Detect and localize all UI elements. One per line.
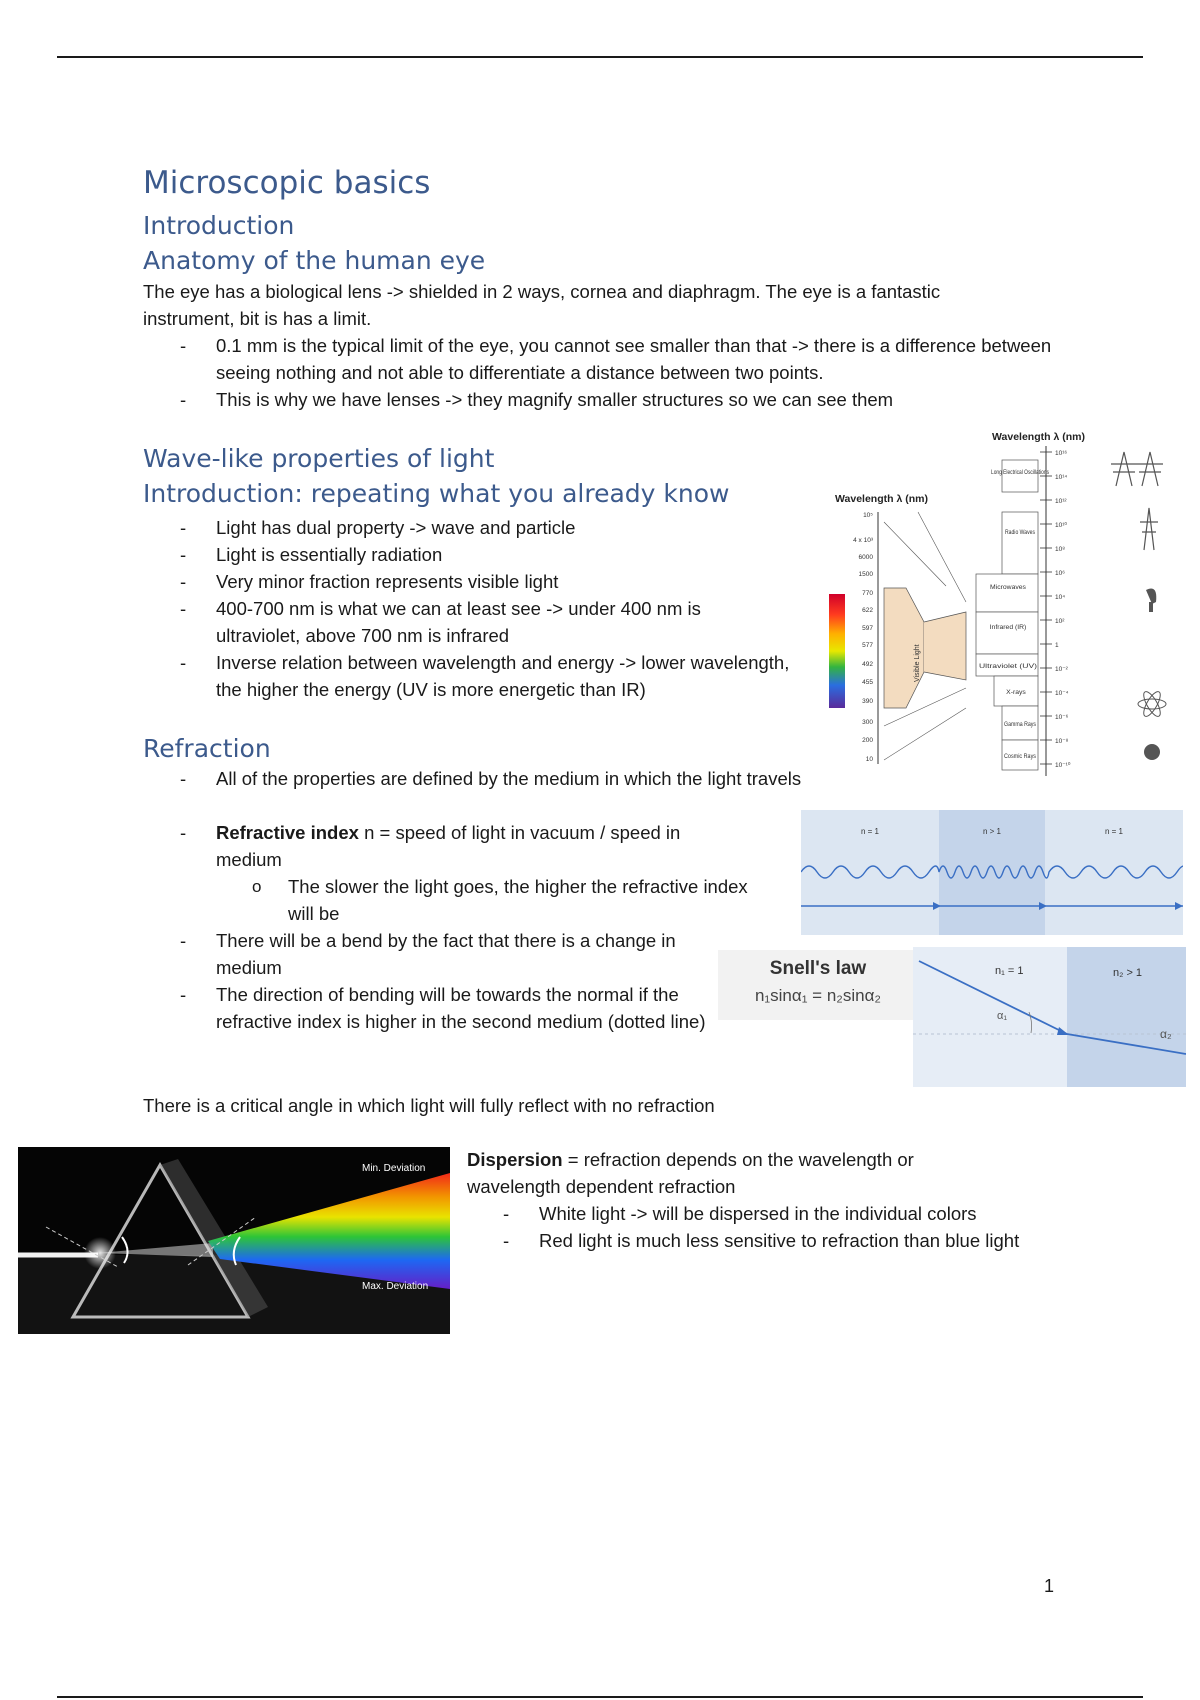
alpha1-label: α₁ (997, 1010, 1008, 1022)
region-label: X-rays (1006, 689, 1026, 696)
page-title: Microscopic basics (143, 165, 431, 201)
list-item: - Very minor fraction represents visible light (180, 571, 559, 592)
right-tick-label: 10⁶ (1055, 570, 1065, 577)
left-tick-label: 6000 (858, 554, 873, 561)
list-item: o The slower the light goes, the higher the refractive index will be (252, 876, 748, 924)
visible-color-bar (829, 594, 845, 708)
alpha2-label: α₂ (1160, 1027, 1172, 1041)
page-number: 1 (1044, 1576, 1055, 1596)
prism-min-label: Min. Deviation (362, 1163, 426, 1174)
right-tick-label: 1 (1055, 642, 1059, 649)
list-item: - Red light is much less sensitive to refraction than blue light (503, 1230, 1020, 1251)
right-tick-label: 10¹⁰ (1055, 522, 1068, 529)
list-item: - Refractive index n = speed of light in vacuum / speed in medium (180, 822, 681, 870)
list-item: - Light is essentially radiation (180, 544, 443, 565)
medium-label: n = 1 (860, 827, 880, 836)
left-tick-label: 4 x 10³ (853, 537, 873, 544)
region-label: Infrared (IR) (989, 624, 1027, 631)
heading-anatomy: Anatomy of the human eye (143, 246, 486, 275)
left-tick-label: 10⁵ (863, 512, 873, 519)
left-tick-label: 455 (862, 679, 873, 686)
n1-label: n₁ = 1 (995, 965, 1024, 977)
visible-light-label: Visible Light (914, 644, 921, 682)
right-tick-label: 10¹⁶ (1055, 450, 1068, 457)
dispersion-paragraph: Dispersion = refraction depends on the wavelength or wavelength dependent refraction (467, 1149, 914, 1197)
snell-title: Snell's law (769, 958, 867, 979)
medium-label: n = 1 (1104, 827, 1124, 836)
electromagnetic-spectrum-figure (826, 426, 1190, 786)
prism-dispersion-image (18, 1147, 450, 1334)
prism-max-label: Max. Deviation (362, 1281, 429, 1292)
right-tick-label: 10⁻⁸ (1055, 738, 1069, 745)
list-item: - Light has dual property -> wave and particle (180, 517, 576, 538)
left-tick-label: 10 (865, 756, 873, 763)
right-tick-label: 10⁻⁴ (1055, 690, 1069, 697)
right-tick-label: 10⁻⁶ (1055, 714, 1069, 721)
right-tick-label: 10⁸ (1055, 546, 1065, 553)
left-tick-label: 300 (862, 719, 873, 726)
list-item: - This is why we have lenses -> they magnify smaller structures so we can see them (180, 389, 894, 410)
heading-wave-intro: Introduction: repeating what you already know (143, 479, 730, 508)
right-tick-label: 10¹⁴ (1055, 474, 1068, 481)
list-item: - White light -> will be dispersed in the individual colors (503, 1203, 977, 1224)
left-tick-label: 622 (862, 607, 873, 614)
left-tick-label: 577 (862, 642, 873, 649)
refractive-index-wave-figure (801, 810, 1183, 935)
right-tick-label: 10¹² (1055, 498, 1067, 505)
right-tick-label: 10⁻¹⁰ (1055, 762, 1071, 769)
left-tick-label: 390 (862, 698, 873, 705)
list-item: - All of the properties are defined by the medium in which the light travels (180, 768, 802, 789)
region-label: Cosmic Rays (1004, 753, 1037, 760)
snell-law-box (718, 950, 918, 1020)
left-tick-label: 1500 (858, 571, 873, 578)
region-label: Microwaves (990, 584, 1026, 591)
medium-label: n > 1 (982, 827, 1002, 836)
n2-label: n₂ > 1 (1113, 967, 1143, 979)
region-label: Gamma Rays (1004, 721, 1037, 728)
nucleus-icon (1144, 744, 1160, 760)
heading-wave: Wave-like properties of light (143, 444, 495, 473)
region-label: Long Electrical Oscillations (991, 469, 1050, 476)
left-tick-label: 770 (862, 590, 873, 597)
snell-formula: n₁sinα₁ = n₂sinα₂ (754, 986, 882, 1005)
right-tick-label: 10⁴ (1055, 594, 1066, 601)
region-label: Radio Waves (1005, 529, 1036, 536)
right-tick-label: 10² (1055, 618, 1065, 625)
list-item: - Inverse relation between wavelength and energy -> lower wavelength, the higher the energy (UV is more energetic than IR) (180, 652, 790, 700)
right-tick-label: 10⁻² (1055, 666, 1068, 673)
list-item: - There will be a bend by the fact that there is a change in medium (180, 930, 676, 978)
region-label: Ultraviolet (UV) (979, 663, 1037, 670)
list-item: - The direction of bending will be towards the normal if the refractive index is higher in the second medium (dotted line) (180, 984, 706, 1032)
critical-angle-text: There is a critical angle in which light will fully reflect with no refraction (143, 1095, 715, 1116)
left-tick-label: 492 (862, 661, 873, 668)
spectrum-title-right: Wavelength λ (nm) (992, 431, 1085, 443)
heading-refraction: Refraction (143, 734, 271, 763)
anatomy-paragraph: The eye has a biological lens -> shielded in 2 ways, cornea and diaphragm. The eye is a fantastic instrument, bit is has a limit. (143, 281, 941, 329)
footer-rule (57, 1696, 1143, 1698)
heading-introduction: Introduction (143, 211, 295, 240)
header-rule (57, 56, 1143, 58)
list-item: - 0.1 mm is the typical limit of the eye, you cannot see smaller than that -> there is a difference between seeing nothing and not able to differentiate a distance between two points. (180, 335, 1052, 383)
left-tick-label: 597 (862, 625, 873, 632)
left-tick-label: 200 (862, 737, 873, 744)
snell-law-diagram (913, 947, 1186, 1087)
list-item: - 400-700 nm is what we can at least see -> under 400 nm is ultraviolet, above 700 nm is infrared (180, 598, 701, 646)
spectrum-title-left: Wavelength λ (nm) (835, 493, 928, 505)
